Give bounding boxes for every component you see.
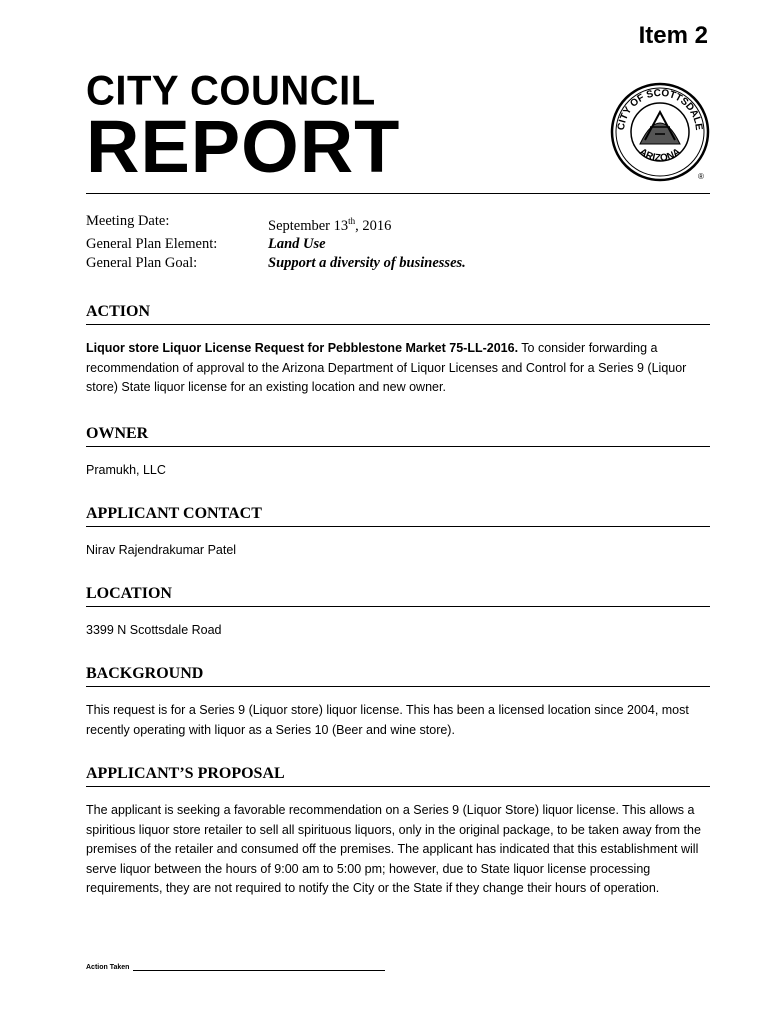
item-number: Item 2 — [638, 22, 708, 49]
section-heading: OWNER — [86, 424, 710, 447]
section-heading: APPLICANT’S PROPOSAL — [86, 764, 710, 787]
section-body: Pramukh, LLC — [86, 463, 166, 477]
meta-label: General Plan Goal: — [86, 254, 198, 271]
section-body: Liquor store Liquor License Request for Pebblestone Market 75-LL-2016. To consider forwarding a recommendation of approval to the Arizona Department of Liquor Licenses and Control for a Series 9 (Liquor store) State liquor license for an existing location and new owner. — [86, 341, 687, 394]
meta-value-goal: Support a diversity of businesses. — [268, 254, 466, 271]
section-body: Nirav Rajendrakumar Patel — [86, 543, 237, 557]
meta-row-date — [86, 212, 466, 235]
meta-row-element — [86, 235, 466, 254]
section-body: This request is for a Series 9 (Liquor store) liquor license. This has been a licensed location since 2004, most recently operating with liquor as a Series 10 (Beer and wine store). — [86, 703, 689, 737]
meta-label: General Plan Element: — [86, 236, 218, 253]
section-applicant-contact — [86, 504, 710, 561]
meta-value-element: Land Use — [268, 236, 326, 253]
header-divider — [86, 193, 710, 194]
section-heading: APPLICANT CONTACT — [86, 504, 710, 527]
section-body: 3399 N Scottsdale Road — [86, 623, 222, 637]
action-taken-field — [86, 962, 385, 971]
svg-text:ARIZONA — [637, 147, 683, 164]
seal-text-bottom: ARIZONA — [637, 146, 683, 165]
report-title — [86, 67, 401, 188]
section-action — [86, 302, 710, 398]
meta-label: Meeting Date: — [86, 213, 170, 229]
section-body: The applicant is seeking a favorable recommendation on a Series 9 (Liquor Store) liquor license. This allows a spiritious liquor store retailer to sell all spirituous liquors, only in the original package, to be taken away from the premises of the retailer and consumed off the premises. The applicant has indicated that this establishment will serve liquor between the hours of 9:00 am to 5:00 pm; however, due to State liquor license processing requirements, they are not required to notify the City or the State if they change their hours of operation. — [86, 803, 701, 895]
action-taken-label: Action Taken — [86, 964, 130, 971]
section-background — [86, 664, 710, 740]
section-owner — [86, 424, 710, 481]
seal-text-top: CITY OF SCOTTSDALE — [615, 87, 705, 131]
title-line-report: REPORT — [86, 105, 401, 188]
action-taken-line — [133, 962, 385, 971]
section-location — [86, 584, 710, 641]
section-applicant-proposal — [86, 764, 710, 899]
section-heading: ACTION — [86, 302, 710, 325]
city-seal-icon — [610, 82, 710, 182]
title-line-city-council: CITY COUNCIL — [86, 67, 376, 115]
meeting-meta — [86, 212, 466, 272]
section-heading: BACKGROUND — [86, 664, 710, 687]
meta-value-date: September 13th, 2016 — [268, 216, 392, 234]
section-heading: LOCATION — [86, 584, 710, 607]
meta-row-goal — [86, 254, 466, 273]
registered-mark: ® — [698, 172, 704, 181]
